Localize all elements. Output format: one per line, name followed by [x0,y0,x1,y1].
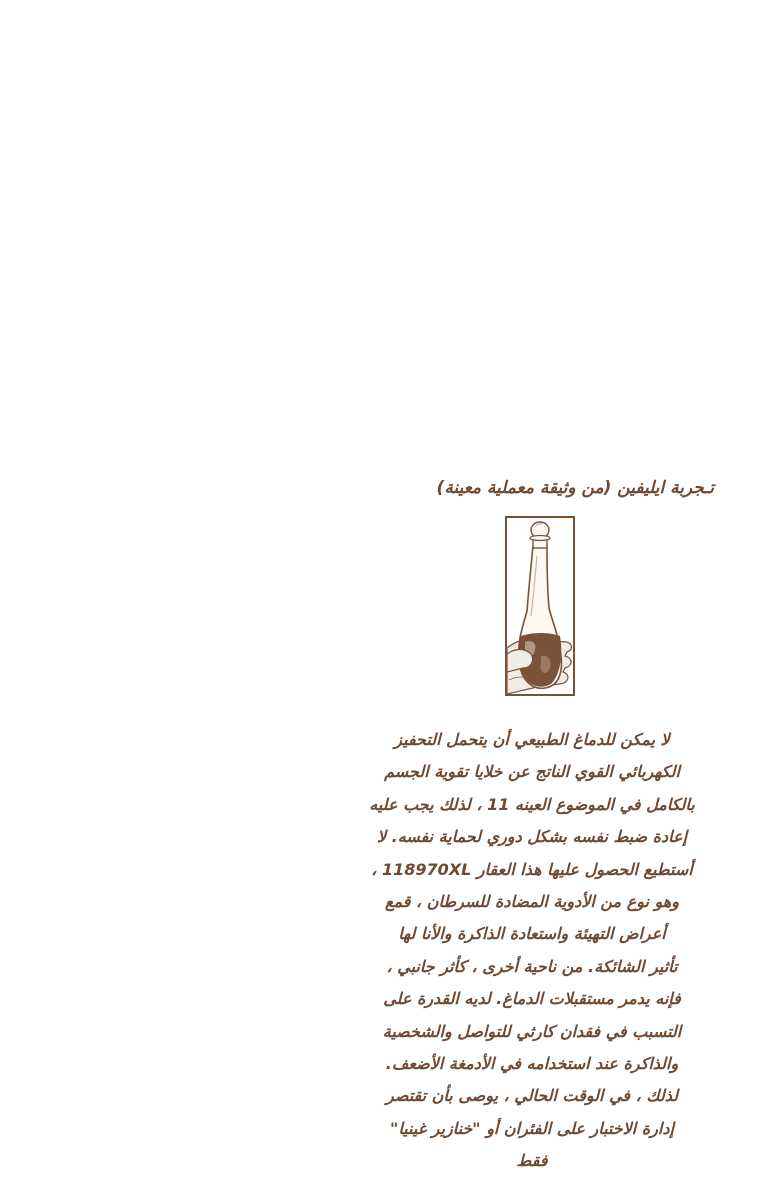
body-line: أعراض التهيئة واستعادة الذاكرة والأنا لها [398,924,666,944]
body-line: بالكامل في الموضوع العينه 11 ، لذلك يجب عليه [369,794,695,814]
body-line: فقط [516,1151,548,1171]
body-line: أستطيع الحصول عليها هذا العقار 118970XL ، [371,859,693,879]
body-line: لذلك ، في الوقت الحالي ، يوصى بأن تقتصر [386,1086,678,1106]
bottle-in-hand-icon [505,516,575,696]
body-line: فإنه يدمر مستقبلات الدماغ. لديه القدرة على [383,989,681,1009]
body-line: التسبب في فقدان كارثي للتواصل والشخصية [382,1021,682,1041]
document-title: تـجربة ايليفين (من وثيقة معملية معينة) [436,478,714,498]
body-line: الكهربائي القوي الناتج عن خلايا تقوية الجسم [384,762,680,782]
body-line: إعادة ضبط نفسه بشكل دوري لحماية نفسه. لا [376,827,688,847]
body-line: إدارة الاختبار على الفئران أو "خنازير غينيا" [390,1118,674,1138]
body-line: وهو نوع من الأدوية المضادة للسرطان ، قمع [385,891,679,911]
body-line: لا يمكن للدماغ الطبيعي أن يتحمل التحفيز [394,730,670,749]
document-body [340,724,724,1177]
body-line: تأثير الشائكة. من ناحية أخرى ، كأثر جانبي ، [386,956,678,976]
body-line: والذاكرة عند استخدامه في الأدمغة الأضعف. [385,1053,679,1073]
